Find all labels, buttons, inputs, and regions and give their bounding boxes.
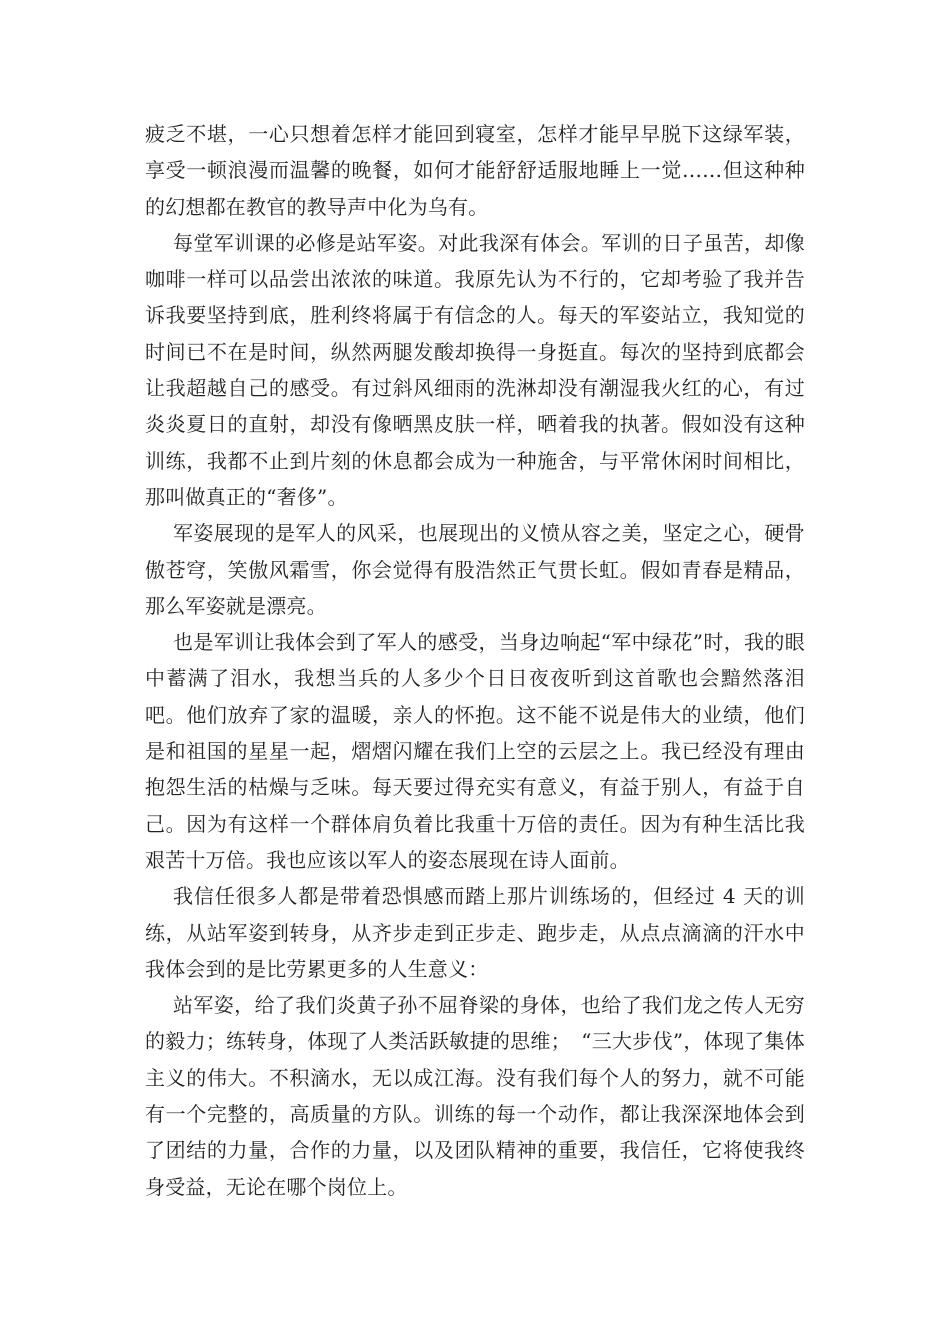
paragraph-6: 站军姿，给了我们炎黄子孙不屈脊梁的身体，也给了我们龙之传人无穷的毅力；练转身，体现了人类活跃敏捷的思维； “三大步伐”，体现了集体主义的伟大。不积滴水，无以成江海。没有我们每个人的努力，就不可能有一个完整的，高质量的方队。训练的每一个动作，都让我深深地体会到了团结的力量，合作的力量，以及团队精神的重要，我信任，它将使我终身受益，无论在哪个岗位上。 <box>145 993 805 1199</box>
paragraph-1: 疲乏不堪，一心只想着怎样才能回到寝室，怎样才能早早脱下这绿军装，享受一顿浪漫而温馨的晚餐，如何才能舒舒适服地睡上一觉……但这种种的幻想都在教官的教导声中化为乌有。 <box>145 122 805 219</box>
paragraph-5: 我信任很多人都是带着恐惧感而踏上那片训练场的，但经过 4 天的训练，从站军姿到转身，从齐步走到正步走、跑步走，从点点滴滴的汗水中我体会到的是比劳累更多的人生意义： <box>145 884 805 981</box>
document-body <box>145 116 805 1205</box>
paragraph-3: 军姿展现的是军人的风采，也展现出的义愤从容之美，坚定之心，硬骨傲苍穹，笑傲风霜雪，你会觉得有股浩然正气贯长虹。假如青春是精品，那么军姿就是漂亮。 <box>145 521 805 618</box>
paragraph-4: 也是军训让我体会到了军人的感受，当身边响起“军中绿花”时，我的眼中蓄满了泪水，我想当兵的人多少个日日夜夜听到这首歌也会黯然落泪吧。他们放弃了家的温暖，亲人的怀抱。这不能不说是伟大的业绩，他们是和祖国的星星一起，熠熠闪耀在我们上空的云层之上。我已经没有理由抱怨生活的枯燥与乏味。每天要过得充实有意义，有益于别人，有益于自己。因为有这样一个群体肩负着比我重十万倍的责任。因为有种生活比我艰苦十万倍。我也应该以军人的姿态展现在诗人面前。 <box>145 630 805 872</box>
paragraph-2: 每堂军训课的必修是站军姿。对此我深有体会。军训的日子虽苦，却像咖啡一样可以品尝出浓浓的味道。我原先认为不行的，它却考验了我并告诉我要坚持到底，胜利终将属于有信念的人。每天的军姿站立，我知觉的时间已不在是时间，纵然两腿发酸却换得一身挺直。每次的坚持到底都会让我超越自己的感受。有过斜风细雨的洗淋却没有潮湿我火红的心，有过炎炎夏日的直射，却没有像晒黑皮肤一样，晒着我的执著。假如没有这种训练，我都不止到片刻的休息都会成为一种施舍，与平常休闲时间相比，那叫做真正的“奢侈”。 <box>145 230 805 509</box>
